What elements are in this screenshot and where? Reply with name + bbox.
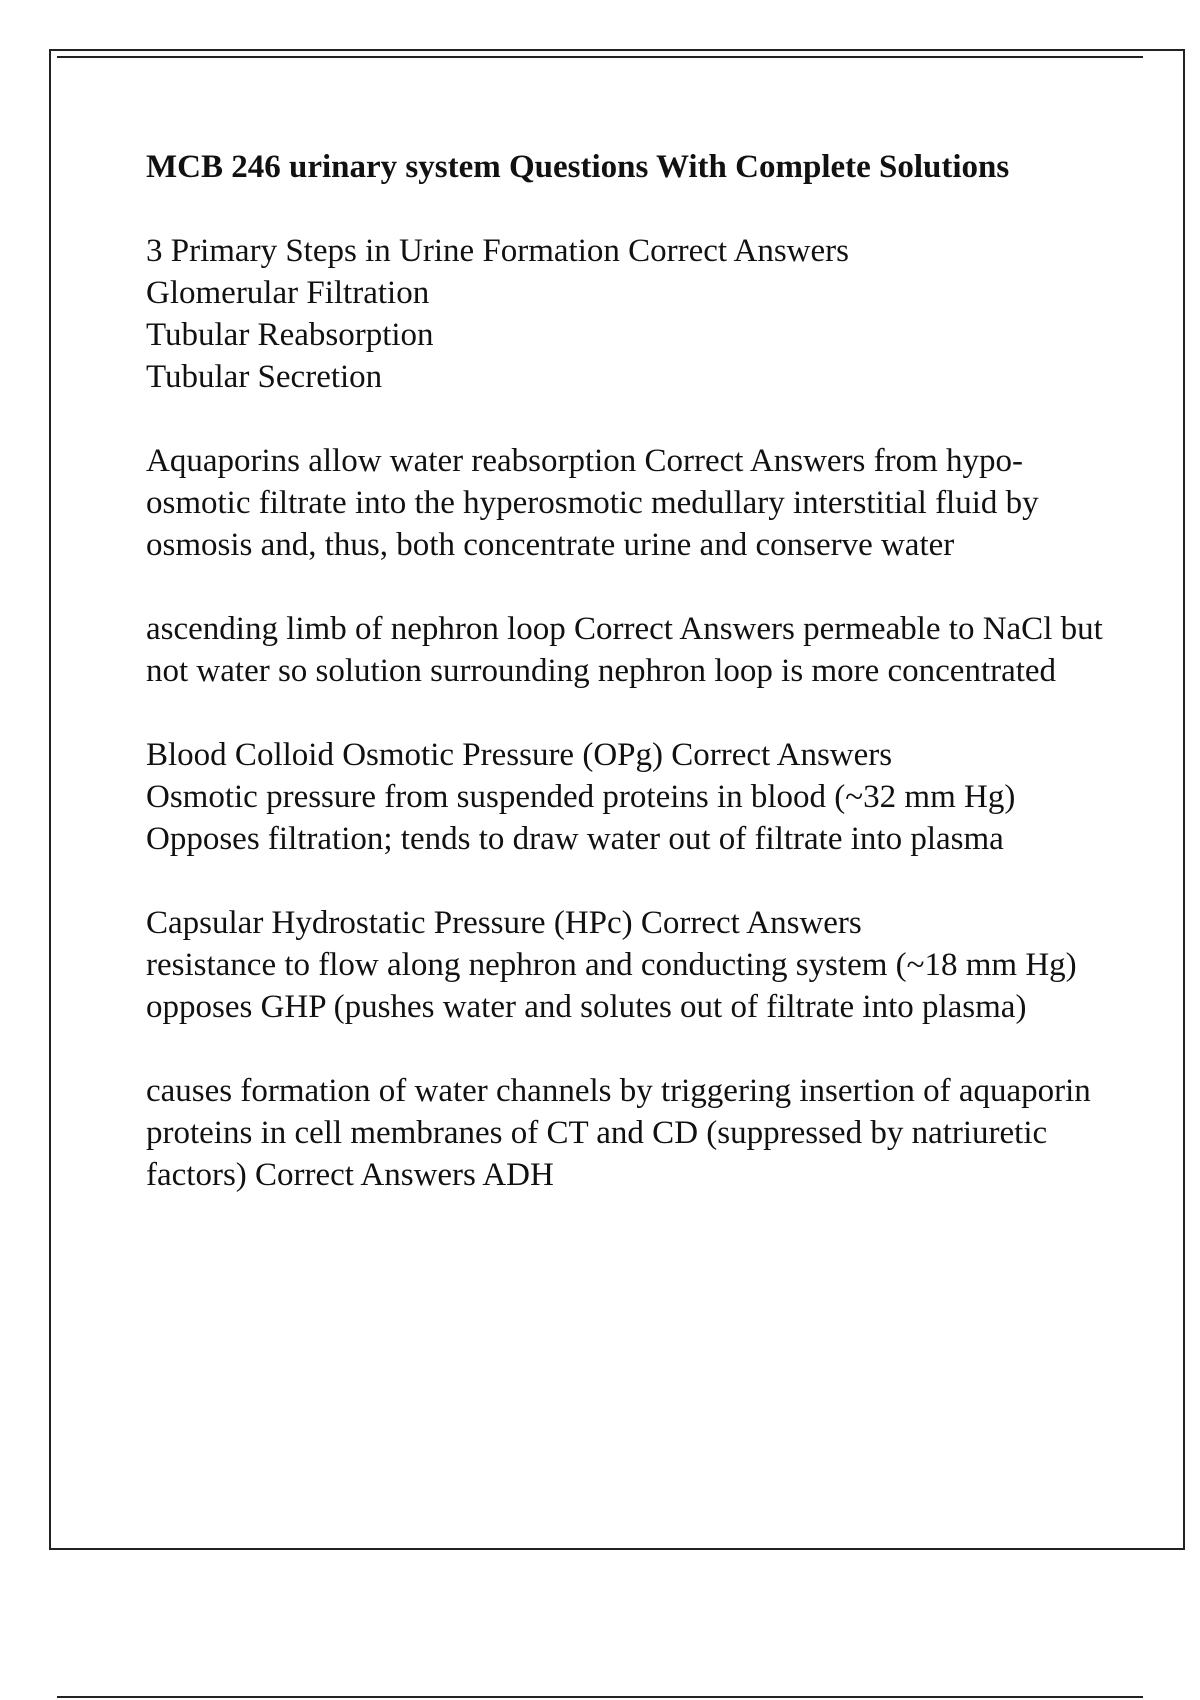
qa-question: 3 Primary Steps in Urine Formation Correct Answers <box>146 233 849 269</box>
document-title: MCB 246 urinary system Questions With Complete Solutions <box>146 149 1010 185</box>
qa-block-capsular-pressure <box>146 902 1106 1028</box>
qa-answer-line: Tubular Secretion <box>146 359 383 395</box>
qa-answer-line: resistance to flow along nephron and conducting system (~18 mm Hg) <box>146 947 1077 983</box>
qa-question: Capsular Hydrostatic Pressure (HPc) Correct Answers <box>146 905 862 941</box>
qa-answer-line: Glomerular Filtration <box>146 275 430 311</box>
qa-block-ascending-limb <box>146 608 1106 692</box>
qa-answer-line: Opposes filtration; tends to draw water out of filtrate into plasma <box>146 821 1004 857</box>
qa-block-urine-formation <box>146 230 1106 398</box>
qa-block-aquaporins <box>146 440 1106 566</box>
qa-text: ascending limb of nephron loop Correct Answers permeable to NaCl but not water so solution surrounding nephron loop is more concentrated <box>146 611 1103 689</box>
qa-text: causes formation of water channels by triggering insertion of aquaporin proteins in cell membranes of CT and CD (suppressed by natriuretic factors) Correct Answers ADH <box>146 1073 1091 1193</box>
qa-question: Blood Colloid Osmotic Pressure (OPg) Correct Answers <box>146 737 893 773</box>
top-rule <box>57 56 1143 58</box>
qa-block-blood-colloid <box>146 734 1106 860</box>
qa-answer-line: opposes GHP (pushes water and solutes out of filtrate into plasma) <box>146 989 1027 1025</box>
qa-block-adh <box>146 1070 1106 1196</box>
qa-answer-line: Tubular Reabsorption <box>146 317 434 353</box>
qa-text: Aquaporins allow water reabsorption Correct Answers from hypo-osmotic filtrate into the hyperosmotic medullary interstitial fluid by osmosis and, thus, both concentrate urine and conserve water <box>146 443 1039 563</box>
qa-answer-line: Osmotic pressure from suspended proteins in blood (~32 mm Hg) <box>146 779 1016 815</box>
bottom-rule <box>57 1696 1143 1698</box>
document-body <box>146 146 1106 1196</box>
